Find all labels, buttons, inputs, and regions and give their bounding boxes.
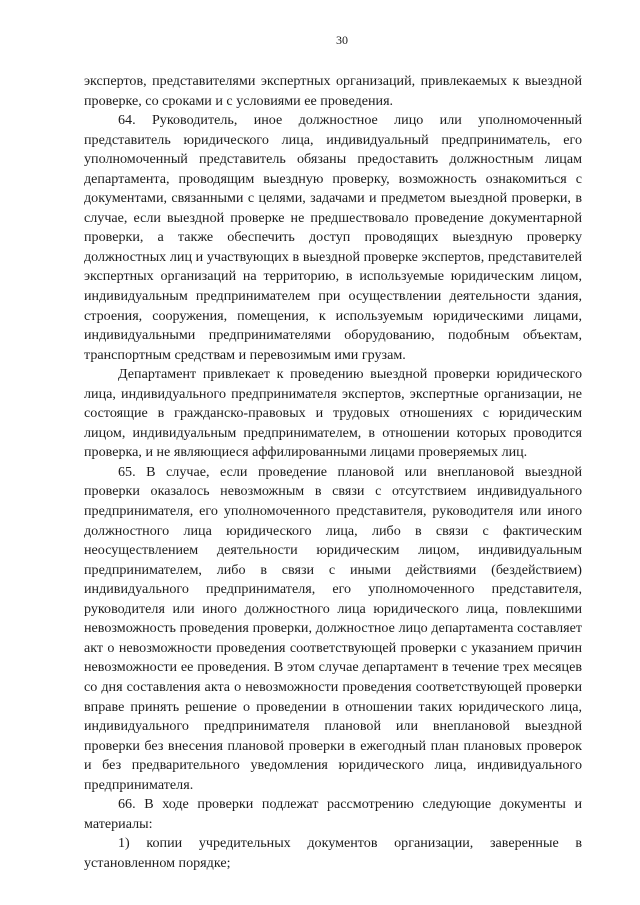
document-body — [84, 72, 582, 873]
paragraph-64: 64. Руководитель, иное должностное лицо или уполномоченный представитель юридического лица, индивидуальный предприниматель, его уполномоченный представитель обязаны предоставить должностным лицам департамента, проводящим выездную проверку, возможность ознакомиться с документами, связанными с целями, задачами и предметом выездной проверки, в случае, если выездной проверке не предшествовало проведение документарной проверки, а также обеспечить доступ проводящих выездную проверку должностных лиц и участвующих в выездной проверке экспертов, представителей экспертных организаций на территорию, в используемые юридическим лицом, индивидуальным предпринимателем при осуществлении деятельности здания, строения, сооружения, помещения, к используемым юридическими лицами, индивидуальными предпринимателями оборудованию, подобным объектам, транспортным средствам и перевозимым ими грузам. — [84, 112, 582, 363]
paragraph-continuation: экспертов, представителями экспертных организаций, привлекаемых к выездной проверке, со сроками и с условиями ее проведения. — [84, 73, 582, 109]
paragraph-department-experts: Департамент привлекает к проведению выездной проверки юридического лица, индивидуального предпринимателя экспертов, экспертные организации, не состоящие в гражданско-правовых и трудовых отношениях с юридическим лицом, индивидуальным предпринимателем, в отношении которых проводится проверка, и не являющиеся аффилированными лицами проверяемых лиц. — [84, 366, 582, 461]
page-number: 30 — [336, 33, 348, 47]
paragraph-65: 65. В случае, если проведение плановой или внеплановой выездной проверки оказалось невозможным в связи с отсутствием индивидуального предпринимателя, его уполномоченного представителя, руководителя или иного должностного лица юридического лица, либо в связи с фактическим неосуществлением деятельности юридическим лицом, индивидуальным предпринимателем, либо в связи с иными действиями (бездействием) индивидуального предпринимателя, его уполномоченного представителя, руководителя или иного должностного лица юридического лица, повлекшими невозможность проведения проверки, должностное лицо департамента составляет акт о невозможности проведения соответствующей проверки с указанием причин невозможности ее проведения. В этом случае департамент в течение трех месяцев со дня составления акта о невозможности проведения соответствующей проверки вправе принять решение о проведении в отношении таких юридического лица, индивидуального предпринимателя плановой или внеплановой выездной проверки без внесения плановой проверки в ежегодный план плановых проверок и без предварительного уведомления юридического лица, индивидуального предпринимателя. — [84, 463, 582, 793]
paragraph-66: 66. В ходе проверки подлежат рассмотрению следующие документы и материалы: — [84, 796, 582, 832]
list-item-1: 1) копии учредительных документов организации, заверенные в установленном порядке; — [84, 835, 582, 871]
